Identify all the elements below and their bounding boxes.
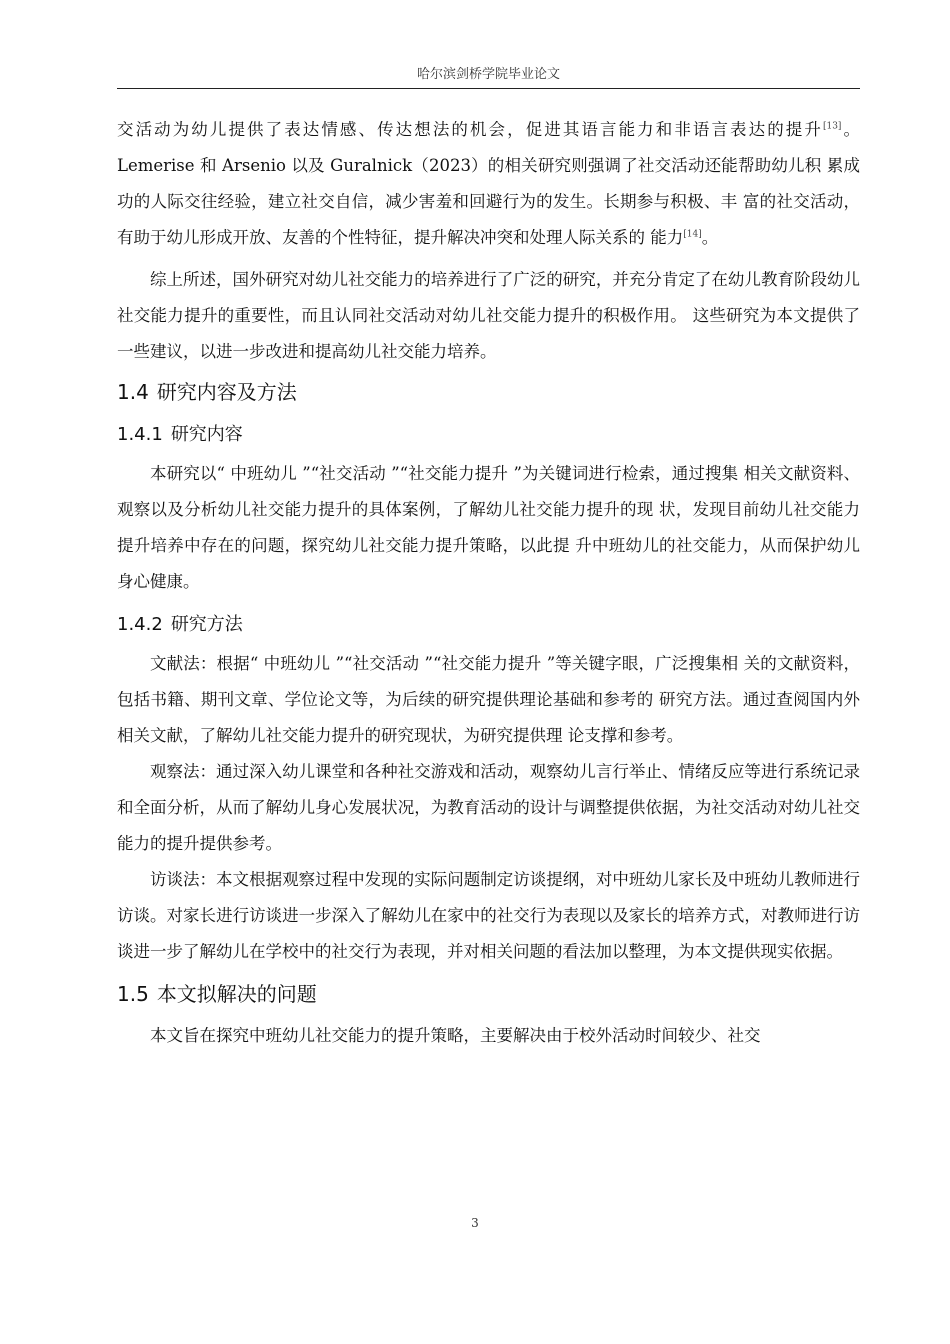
page-number: 3: [471, 1216, 479, 1230]
paragraph-observation-method: 观察法：通过深入幼儿课堂和各种社交游戏和活动，观察幼儿言行举止、情绪反应等进行系统记录和全面分析，从而了解幼儿身心发展状况，为教育活动的设计与调整提供依据，为社交活动对幼儿社交能力的提升提供参考。: [117, 762, 860, 853]
paragraph-literature-method: 文献法：根据“ 中班幼儿 ”“社交活动 ”“社交能力提升 ”等关键字眼，广泛搜集相 关的文献资料，包括书籍、期刊文章、学位论文等，为后续的研究提供理论基础和参考的 研究方法。通过查阅国内外相关文献，了解幼儿社交能力提升的研究现状，为研究提供理 论支撑和参考。: [117, 654, 860, 745]
citation-13: [13]: [822, 121, 842, 132]
citation-14: [14]: [683, 229, 702, 240]
page-header: [117, 62, 860, 89]
paragraph-social-activity-benefits: 交活动为幼儿提供了表达情感、传达想法的机会，促进其语言能力和非语言表达的提升[13]。 Lemerise 和 Arsenio 以及 Guralnick（2023）的相关研究则强调了社交活动还能帮助幼儿积 累成功的人际交往经验，建立社交自信，减少害羞和回避行为的发生。长期参与积极、丰 富的社交活动，有助于幼儿形成开放、友善的个性特征，提升解决冲突和处理人际关系的 能力[14]。: [117, 120, 861, 247]
paragraph-interview-method: 访谈法：本文根据观察过程中发现的实际问题制定访谈提纲，对中班幼儿家长及中班幼儿教师进行访谈。对家长进行访谈进一步深入了解幼儿在家中的社交行为表现以及家长的培养方式，对教师进行访谈进一步了解幼儿在学校中的社交行为表现，并对相关问题的看法加以整理，为本文提供现实依据。: [117, 870, 860, 961]
paragraph-problem-statement: 本文旨在探究中班幼儿社交能力的提升策略，主要解决由于校外活动时间较少、社交: [150, 1026, 761, 1045]
header-title: 哈尔滨剑桥学院毕业论文: [416, 67, 560, 82]
section-heading-1-4-1: 1.4.1 研究内容: [117, 424, 243, 445]
section-heading-1-5: 1.5 本文拟解决的问题: [117, 982, 317, 1006]
paragraph-summary: 综上所述，国外研究对幼儿社交能力的培养进行了广泛的研究，并充分肯定了在幼儿教育阶段幼儿社交能力提升的重要性，而且认同社交活动对幼儿社交能力提升的积极作用。 这些研究为本文提供了一些建议，以进一步改进和提高幼儿社交能力培养。: [117, 270, 860, 361]
section-heading-1-4: 1.4 研究内容及方法: [117, 380, 297, 404]
section-heading-1-4-2: 1.4.2 研究方法: [117, 614, 243, 635]
document-body: [117, 112, 860, 1054]
paragraph-research-content: 本研究以“ 中班幼儿 ”“社交活动 ”“社交能力提升 ”为关键词进行检索，通过搜集 相关文献资料、观察以及分析幼儿社交能力提升的具体案例，了解幼儿社交能力提升的现 状，发现目前幼儿社交能力提升培养中存在的问题，探究幼儿社交能力提升策略，以此提 升中班幼儿的社交能力，从而保护幼儿身心健康。: [117, 464, 860, 591]
